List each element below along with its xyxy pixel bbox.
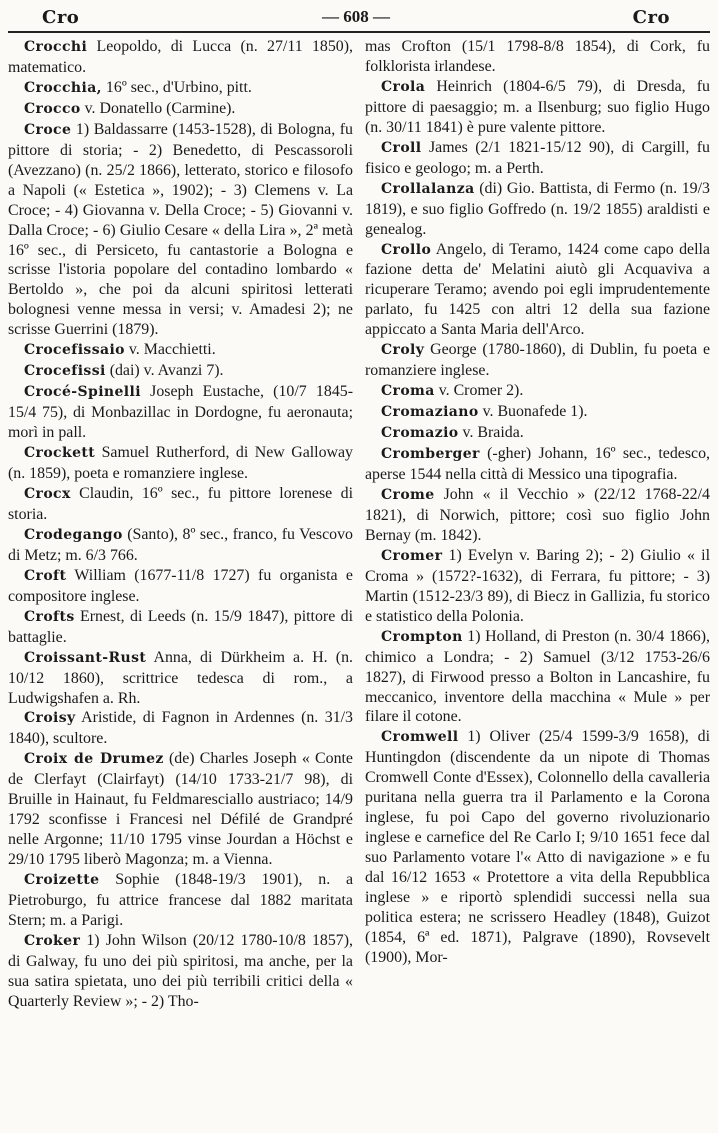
- dictionary-entry: [365, 444, 710, 485]
- entry-text: (di) Gio. Battista, di Fermo (n. 19/3 1819), e suo figlio Goffredo (n. 19/2 1855) araldisti e genealog.: [365, 179, 710, 238]
- dictionary-entry: [8, 37, 353, 78]
- entry-headword: Cromaziano: [381, 404, 479, 421]
- entry-headword: Crofts: [24, 608, 75, 625]
- dictionary-entry: [8, 99, 353, 120]
- page-number: — 608 —: [322, 7, 390, 26]
- entry-headword: Croma: [381, 383, 435, 400]
- entry-headword: Croix de Drumez: [24, 751, 164, 768]
- entry-headword: Crocefissaio: [24, 342, 125, 359]
- entry-headword: Croly: [381, 342, 425, 359]
- entry-headword: Cromwell: [381, 729, 459, 746]
- dictionary-entry: [8, 708, 353, 749]
- entry-headword: Croll: [381, 139, 422, 156]
- entry-headword: Crocchia,: [24, 79, 102, 96]
- entry-headword: Crollo: [381, 241, 432, 258]
- entry-headword: Crome: [381, 486, 435, 503]
- entry-text: 1) Evelyn v. Baring 2); - 2) Giulio « il Croma » (1572?-1632), di Ferrara, fu pittore; - 3) Martin (1512-23/3 89), di Biecz in Gallizia, fu storico e statistico della Polonia.: [365, 546, 710, 625]
- entry-headword: Crocchi: [24, 39, 88, 55]
- dictionary-entry: [365, 546, 710, 627]
- entry-headword: Croisy: [24, 710, 76, 727]
- dictionary-entry: [8, 382, 353, 443]
- dictionary-entry: [365, 485, 710, 546]
- entry-text: (Santo), 8º sec., franco, fu Vescovo di Metz; m. 6/3 766.: [8, 525, 353, 564]
- entry-text: 1) John Wilson (20/12 1780-10/8 1857), di Galway, fu uno dei più spiritosi, ma anche, per la sua satira spietata, uno dei più terribili critici della « Quarterly Review »; - 2) Tho-: [8, 931, 353, 1010]
- entry-text: v. Donatello (Carmine).: [80, 99, 236, 117]
- dictionary-entry: [8, 870, 353, 931]
- entry-headword: Croizette: [24, 872, 100, 889]
- entry-text: (-gher) Johann, 16º sec., tedesco, aperse 1544 nella città di Messico una tipografia.: [365, 445, 710, 484]
- dictionary-entry: [365, 627, 710, 728]
- entry-text: Aristide, di Fagnon in Ardennes (n. 31/3 1840), scultore.: [8, 709, 353, 748]
- entry-text: v. Cromer 2).: [434, 382, 524, 400]
- dictionary-entry: [8, 443, 353, 484]
- dictionary-entry: [365, 340, 710, 381]
- dictionary-entry: [8, 525, 353, 566]
- dictionary-entry: [365, 37, 710, 77]
- entry-text: Sophie (1848-19/3 1901), n. a Pietroburgo, fu attrice francese dal 1882 maritata Stern; m. a Parigi.: [8, 871, 353, 929]
- dictionary-entry: [365, 402, 710, 423]
- entry-headword: Crocé-Spinelli: [24, 384, 141, 401]
- entry-text: Heinrich (1804-6/5 79), di Dresda, fu pittore di paesaggio; m. a Ilsenburg; suo figlio Hugo (n. 30/11 1841) è pure valente pittore.: [365, 77, 710, 136]
- entry-text: Angelo, di Teramo, 1424 come capo della fazione detta de' Melatini aiutò gli Acquaviva a ricuperare Teramo; avendo poi egli imprudentemente parlato, fu 1425 con altri 12 della sua fazione appiccato a Santa Maria dell'Arco.: [365, 240, 710, 339]
- entry-text: Claudin, 16º sec., fu pittore lorenese di storia.: [8, 484, 353, 523]
- dictionary-entry: [8, 340, 353, 361]
- header-rule: [8, 31, 710, 33]
- dictionary-entry: [8, 120, 353, 340]
- entry-text: Ernest, di Leeds (n. 15/9 1847), pittore di battaglie.: [8, 607, 353, 646]
- entry-headword: Cromberger: [381, 446, 480, 463]
- entry-headword: Crocx: [24, 485, 71, 502]
- dictionary-entry: [365, 240, 710, 341]
- entry-text: Anna, di Dürkheim a. H. (n. 10/12 1860), scrittrice tedesca di rom., a Ludwigshafen a. Rh.: [8, 648, 353, 707]
- entry-text: Joseph Eustache, (10/7 1845-15/4 75), di Monbazillac in Dordogne, fu aeronauta; morì in pall.: [8, 383, 353, 442]
- left-column: [8, 37, 353, 1012]
- entry-text: William (1677-11/8 1727) fu organista e compositore inglese.: [8, 566, 353, 605]
- entry-text: v. Macchietti.: [124, 341, 216, 359]
- entry-text: 16º sec., d'Urbino, pitt.: [101, 78, 252, 96]
- dictionary-entry: [8, 749, 353, 870]
- dictionary-entry: [8, 648, 353, 709]
- dictionary-entry: [365, 77, 710, 138]
- entry-text: (de) Charles Joseph « Conte de Clerfayt (Clairfayt) (14/10 1733-21/7 98), di Bruille in Hainaut, fu Feldmaresciallo austriaco; 14/9 1792 sconfisse i Francesi nel Défilé de Grandpré nelle Argonne; 11/10 1795 vinse Jourdan a Höchst e 29/10 1795 liberò Magonza; m. a Vienna.: [8, 750, 353, 869]
- columns: [8, 37, 710, 1012]
- header-right-word: Cro: [632, 6, 670, 28]
- entry-headword: Croce: [24, 121, 72, 138]
- dictionary-entry: [365, 381, 710, 402]
- header-left-word: Cro: [42, 6, 80, 28]
- dictionary-entry: [8, 484, 353, 525]
- dictionary-entry: [8, 78, 353, 99]
- entry-text: v. Braida.: [458, 424, 524, 442]
- entry-headword: Croft: [24, 567, 67, 584]
- entry-headword: Crocco: [24, 100, 81, 117]
- entry-text: v. Buonafede 1).: [478, 403, 588, 421]
- right-column: [365, 37, 710, 1012]
- entry-text: mas Crofton (15/1 1798-8/8 1854), di Cork, fu folklorista irlandese.: [365, 38, 710, 75]
- entry-text: (dai) v. Avanzi 7).: [105, 362, 224, 380]
- dictionary-entry: [8, 931, 353, 1012]
- entry-text: 1) Baldassarre (1453-1528), di Bologna, fu pittore di storia; - 2) Benedetto, di Pescassoroli (Avezzano) (n. 25/2 1866), letterato, storico e filosofo a Napoli (« Estetica », 1902); - 3) Clemens v. La Croce; - 4) Giovanna v. Della Croce; - 5) Giovanni v. Dalla Croce; - 6) Giulio Cesare « della Lira », 2ª metà 16º sec., di Persiceto, fu cantastorie a Bologna e scrisse l'istoria popolare del contadino lombardo « Bertoldo », che poi da alcuni spiritosi letterati bolognesi venne messa in versi; v. Amadesi 2); ne scrisse Guerrini (1879).: [8, 120, 353, 339]
- entry-text: John « il Vecchio » (22/12 1768-22/4 1821), di Norwich, pittore; così suo figlio John Bernay (m. 1842).: [365, 485, 710, 544]
- entry-headword: Cromazio: [381, 425, 459, 442]
- entry-headword: Crodegango: [24, 526, 123, 543]
- dictionary-entry: [365, 138, 710, 179]
- entry-text: 1) Holland, di Preston (n. 30/4 1866), chimico a Londra; - 2) Samuel (3/12 1753-26/6 1827), di Firwood presso a Bolton in Lancashire, fu meccanico, inventore della macchina « Mule » per filare il cotone.: [365, 627, 710, 726]
- entry-text: George (1780-1860), di Dublin, fu poeta e romanziere inglese.: [365, 341, 710, 380]
- entry-text: Leopoldo, di Lucca (n. 27/11 1850), matematico.: [8, 38, 353, 76]
- entry-headword: Crollalanza: [381, 180, 475, 197]
- entry-headword: Crola: [381, 78, 426, 95]
- dictionary-entry: [8, 607, 353, 648]
- entry-headword: Crompton: [381, 628, 463, 645]
- page-header: [8, 4, 710, 30]
- dictionary-entry: [365, 423, 710, 444]
- entry-headword: Croker: [24, 932, 81, 949]
- dictionary-entry: [8, 361, 353, 382]
- dictionary-entry: [365, 179, 710, 240]
- entry-text: Samuel Rutherford, di New Galloway (n. 1859), poeta e romanziere inglese.: [8, 444, 353, 483]
- entry-headword: Cromer: [381, 547, 443, 564]
- dictionary-entry: [365, 727, 710, 967]
- entry-text: 1) Oliver (25/4 1599-3/9 1658), di Huntingdon (discendente da un nipote di Thomas Cromwell Conte d'Essex), Colonnello della cavalleria puritana nella guerra tra il Parlamento e la Corona inglese, fu poi Capo del governo rivoluzionario inglese e carnefice del Re Carlo I; 9/10 1651 fece dal suo Parlamento votare l'« Atto di navigazione » e fu dal 16/12 1653 « Protettore a vita della Repubblica inglese » e riportò splendidi successi nella sua politica estera; ne scrissero Headley (1848), Guizot (1854, 6ª ed. 1871), Palgrave (1890), Rovsevelt (1900), Mor-: [365, 728, 710, 966]
- entry-headword: Crockett: [24, 445, 96, 462]
- entry-headword: Croissant-Rust: [24, 649, 147, 666]
- dictionary-entry: [8, 566, 353, 607]
- entry-text: James (2/1 1821-15/12 90), di Cargill, fu fisico e geologo; m. a Perth.: [365, 138, 710, 177]
- entry-headword: Crocefissi: [24, 363, 106, 380]
